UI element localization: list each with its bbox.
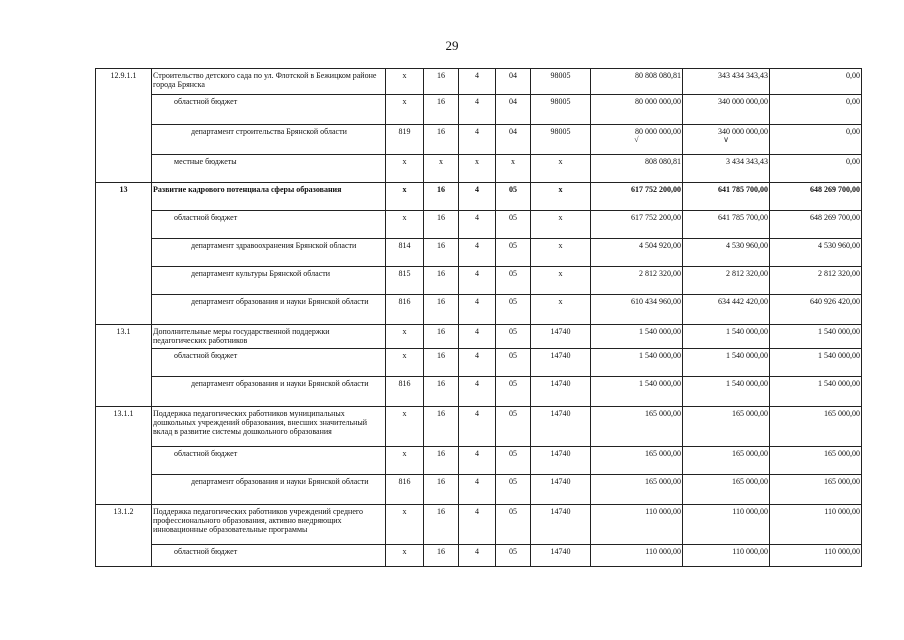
row-year3: 165 000,00 — [770, 407, 862, 447]
row-grbs: 816 — [386, 295, 424, 325]
row-year3: 110 000,00 — [770, 545, 862, 567]
row-pgp: 4 — [459, 239, 496, 267]
row-pgp: 4 — [459, 377, 496, 407]
row-year3: 2 812 320,00 — [770, 267, 862, 295]
row-year1: 110 000,00 — [591, 505, 683, 545]
row-direction: х — [531, 239, 591, 267]
row-year3: 4 530 960,00 — [770, 239, 862, 267]
row-name: департамент образования и науки Брянской области — [152, 475, 386, 505]
row-code: 13.1.2 — [96, 505, 152, 545]
row-direction: х — [531, 183, 591, 211]
row-pgp: 4 — [459, 505, 496, 545]
row-gp: 16 — [424, 125, 459, 155]
row-direction: 14740 — [531, 325, 591, 349]
row-osm: 05 — [496, 183, 531, 211]
row-grbs: х — [386, 505, 424, 545]
table-row — [96, 125, 862, 155]
row-code — [96, 545, 152, 567]
row-osm: 05 — [496, 447, 531, 475]
row-osm: 05 — [496, 325, 531, 349]
table-row — [96, 267, 862, 295]
row-gp: 16 — [424, 239, 459, 267]
row-code — [96, 95, 152, 125]
row-gp: х — [424, 155, 459, 183]
row-grbs: х — [386, 69, 424, 95]
row-osm: 05 — [496, 377, 531, 407]
row-grbs: х — [386, 155, 424, 183]
row-pgp: 4 — [459, 267, 496, 295]
row-direction: х — [531, 155, 591, 183]
row-year1: 80 808 080,81 — [591, 69, 683, 95]
row-name: областной бюджет — [152, 349, 386, 377]
row-year1: 610 434 960,00 — [591, 295, 683, 325]
row-pgp: 4 — [459, 295, 496, 325]
row-year1: 2 812 320,00 — [591, 267, 683, 295]
row-grbs: х — [386, 407, 424, 447]
row-name: департамент образования и науки Брянской области — [152, 295, 386, 325]
row-year1: 617 752 200,00 — [591, 183, 683, 211]
row-year1: 80 000 000,00 √ — [591, 125, 683, 155]
row-name: Поддержка педагогических работников муниципальных дошкольных учреждений образования, внесших значительный вклад в развитие системы дошкольного образования — [152, 407, 386, 447]
row-pgp: 4 — [459, 349, 496, 377]
row-direction: 98005 — [531, 69, 591, 95]
row-gp: 16 — [424, 475, 459, 505]
check-mark-icon: ∨ — [723, 135, 729, 145]
row-gp: 16 — [424, 349, 459, 377]
row-osm: 04 — [496, 69, 531, 95]
row-direction: 98005 — [531, 95, 591, 125]
table-row — [96, 475, 862, 505]
row-grbs: х — [386, 349, 424, 377]
table-row — [96, 211, 862, 239]
table-row — [96, 69, 862, 95]
row-name: областной бюджет — [152, 447, 386, 475]
row-year1: 1 540 000,00 — [591, 349, 683, 377]
row-name: Дополнительные меры государственной поддержки педагогических работников — [152, 325, 386, 349]
row-grbs: х — [386, 183, 424, 211]
row-code — [96, 295, 152, 325]
row-year2: 165 000,00 — [683, 447, 770, 475]
row-osm: 05 — [496, 545, 531, 567]
row-year3: 1 540 000,00 — [770, 377, 862, 407]
row-osm: 05 — [496, 475, 531, 505]
row-code — [96, 239, 152, 267]
table-row — [96, 349, 862, 377]
row-code — [96, 211, 152, 239]
row-name: местные бюджеты — [152, 155, 386, 183]
row-gp: 16 — [424, 325, 459, 349]
row-year1: 80 000 000,00 — [591, 95, 683, 125]
row-direction: 14740 — [531, 475, 591, 505]
row-code — [96, 125, 152, 155]
row-code — [96, 475, 152, 505]
row-year2: 343 434 343,43 — [683, 69, 770, 95]
row-year3: 165 000,00 — [770, 475, 862, 505]
row-gp: 16 — [424, 295, 459, 325]
row-name: областной бюджет — [152, 545, 386, 567]
row-year1: 165 000,00 — [591, 407, 683, 447]
row-pgp: 4 — [459, 407, 496, 447]
row-gp: 16 — [424, 407, 459, 447]
row-year3: 165 000,00 — [770, 447, 862, 475]
row-osm: х — [496, 155, 531, 183]
row-code — [96, 155, 152, 183]
row-grbs: 816 — [386, 475, 424, 505]
budget-table — [95, 68, 862, 567]
row-pgp: 4 — [459, 69, 496, 95]
row-name: Развитие кадрового потенциала сферы образования — [152, 183, 386, 211]
row-year1: 165 000,00 — [591, 475, 683, 505]
row-gp: 16 — [424, 267, 459, 295]
row-code: 13 — [96, 183, 152, 211]
row-direction: х — [531, 211, 591, 239]
row-gp: 16 — [424, 211, 459, 239]
table-row — [96, 325, 862, 349]
row-year2: 4 530 960,00 — [683, 239, 770, 267]
row-name: департамент строительства Брянской области — [152, 125, 386, 155]
row-year2: 340 000 000,00 ∨ — [683, 125, 770, 155]
row-pgp: 4 — [459, 95, 496, 125]
row-osm: 05 — [496, 267, 531, 295]
row-year1: 1 540 000,00 — [591, 325, 683, 349]
row-pgp: х — [459, 155, 496, 183]
row-direction: 14740 — [531, 505, 591, 545]
table-row — [96, 407, 862, 447]
row-grbs: 814 — [386, 239, 424, 267]
row-name: областной бюджет — [152, 95, 386, 125]
row-code — [96, 267, 152, 295]
row-osm: 05 — [496, 505, 531, 545]
row-name: департамент здравоохранения Брянской области — [152, 239, 386, 267]
row-direction: 14740 — [531, 349, 591, 377]
row-name: областной бюджет — [152, 211, 386, 239]
row-pgp: 4 — [459, 475, 496, 505]
table-row — [96, 155, 862, 183]
row-year2: 110 000,00 — [683, 505, 770, 545]
row-code — [96, 349, 152, 377]
row-grbs: х — [386, 211, 424, 239]
row-year2: 165 000,00 — [683, 475, 770, 505]
row-name: департамент культуры Брянской области — [152, 267, 386, 295]
row-year2: 340 000 000,00 — [683, 95, 770, 125]
row-osm: 04 — [496, 95, 531, 125]
row-year2: 3 434 343,43 — [683, 155, 770, 183]
row-gp: 16 — [424, 95, 459, 125]
row-year3: 0,00 — [770, 95, 862, 125]
row-year3: 0,00 — [770, 69, 862, 95]
row-direction: 98005 — [531, 125, 591, 155]
row-grbs: х — [386, 447, 424, 475]
row-direction: 14740 — [531, 447, 591, 475]
row-direction: 14740 — [531, 545, 591, 567]
page-number: 29 — [445, 38, 459, 53]
row-osm: 04 — [496, 125, 531, 155]
row-grbs: х — [386, 95, 424, 125]
row-direction: 14740 — [531, 377, 591, 407]
row-year1: 165 000,00 — [591, 447, 683, 475]
row-code: 13.1 — [96, 325, 152, 349]
row-pgp: 4 — [459, 325, 496, 349]
table-row — [96, 447, 862, 475]
row-year3: 648 269 700,00 — [770, 211, 862, 239]
row-year3: 1 540 000,00 — [770, 325, 862, 349]
row-gp: 16 — [424, 377, 459, 407]
row-code — [96, 377, 152, 407]
table-row — [96, 295, 862, 325]
table-row — [96, 377, 862, 407]
row-year1: 808 080,81 — [591, 155, 683, 183]
row-code: 13.1.1 — [96, 407, 152, 447]
row-year3: 640 926 420,00 — [770, 295, 862, 325]
row-year3: 648 269 700,00 — [770, 183, 862, 211]
row-grbs: 816 — [386, 377, 424, 407]
row-osm: 05 — [496, 407, 531, 447]
row-year3: 0,00 — [770, 125, 862, 155]
row-direction: х — [531, 295, 591, 325]
row-year1: 617 752 200,00 — [591, 211, 683, 239]
row-year2: 1 540 000,00 — [683, 325, 770, 349]
row-name: департамент образования и науки Брянской области — [152, 377, 386, 407]
row-osm: 05 — [496, 349, 531, 377]
row-year2: 165 000,00 — [683, 407, 770, 447]
row-name: Поддержка педагогических работников учреждений среднего профессионального образования, активно внедряющих инновационные образовательные программы — [152, 505, 386, 545]
row-year2: 1 540 000,00 — [683, 349, 770, 377]
row-osm: 05 — [496, 295, 531, 325]
row-year2: 2 812 320,00 — [683, 267, 770, 295]
row-pgp: 4 — [459, 125, 496, 155]
row-pgp: 4 — [459, 447, 496, 475]
row-year2: 641 785 700,00 — [683, 211, 770, 239]
row-gp: 16 — [424, 545, 459, 567]
row-grbs: х — [386, 325, 424, 349]
row-year3: 110 000,00 — [770, 505, 862, 545]
row-osm: 05 — [496, 239, 531, 267]
row-osm: 05 — [496, 211, 531, 239]
table-row — [96, 505, 862, 545]
row-pgp: 4 — [459, 183, 496, 211]
row-year2: 1 540 000,00 — [683, 377, 770, 407]
row-direction: 14740 — [531, 407, 591, 447]
row-gp: 16 — [424, 69, 459, 95]
table-row — [96, 95, 862, 125]
row-year3: 0,00 — [770, 155, 862, 183]
row-gp: 16 — [424, 447, 459, 475]
row-gp: 16 — [424, 505, 459, 545]
row-gp: 16 — [424, 183, 459, 211]
table-row — [96, 183, 862, 211]
row-pgp: 4 — [459, 545, 496, 567]
row-year2: 634 442 420,00 — [683, 295, 770, 325]
row-direction: х — [531, 267, 591, 295]
row-year1: 1 540 000,00 — [591, 377, 683, 407]
row-year1: 110 000,00 — [591, 545, 683, 567]
row-year2: 110 000,00 — [683, 545, 770, 567]
row-code — [96, 447, 152, 475]
row-code: 12.9.1.1 — [96, 69, 152, 95]
row-year3: 1 540 000,00 — [770, 349, 862, 377]
row-grbs: 815 — [386, 267, 424, 295]
table-row — [96, 239, 862, 267]
check-mark-icon: √ — [634, 135, 639, 145]
row-name: Строительство детского сада по ул. Флотской в Бежицком районе города Брянска — [152, 69, 386, 95]
budget-table-body — [96, 69, 862, 567]
row-pgp: 4 — [459, 211, 496, 239]
table-row — [96, 545, 862, 567]
row-grbs: х — [386, 545, 424, 567]
row-year2: 641 785 700,00 — [683, 183, 770, 211]
row-grbs: 819 — [386, 125, 424, 155]
row-year1: 4 504 920,00 — [591, 239, 683, 267]
